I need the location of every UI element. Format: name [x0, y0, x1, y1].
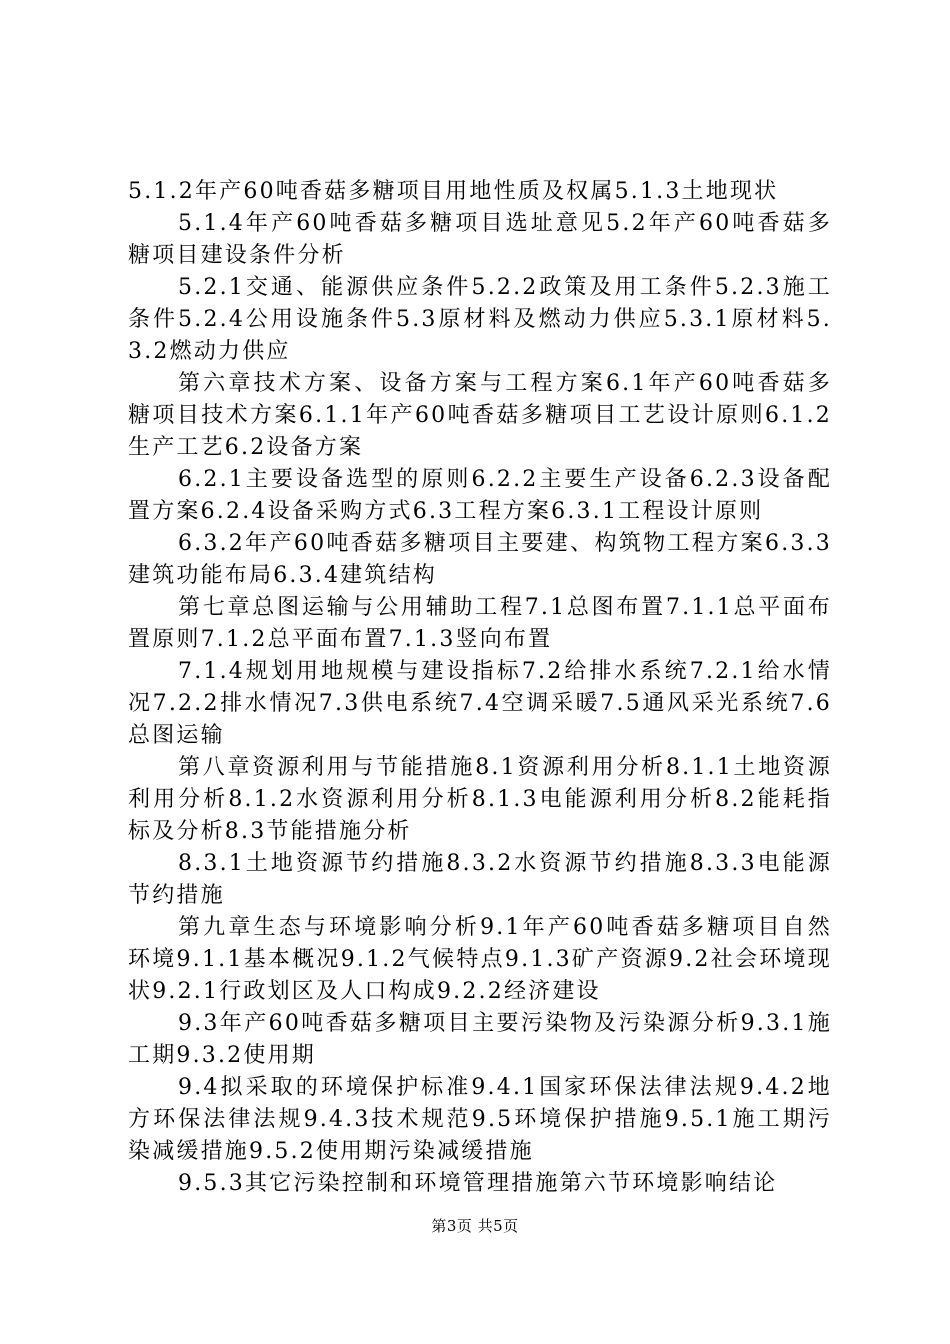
paragraph-5-1-2: 5.1.2年产60吨香菇多糖项目用地性质及权属5.1.3土地现状	[128, 179, 779, 204]
paragraph-chapter-7: 第七章总图运输与公用辅助工程7.1总图布置7.1.1总平面布置原则7.1.2总平面布置7.1.3竖向布置	[128, 595, 832, 652]
paragraph-6-3-2: 6.3.2年产60吨香菇多糖项目主要建、构筑物工程方案6.3.3建筑功能布局6.3.4建筑结构	[128, 531, 832, 588]
paragraph-7-1-4: 7.1.4规划用地规模与建设指标7.2给排水系统7.2.1给水情况7.2.2排水情况7.3供电系统7.4空调采暖7.5通风采光系统7.6总图运输	[128, 659, 832, 748]
paragraph-5-1-4: 5.1.4年产60吨香菇多糖项目选址意见5.2年产60吨香菇多糖项目建设条件分析	[128, 211, 832, 268]
document-body	[128, 176, 832, 1200]
paragraph-chapter-6: 第六章技术方案、设备方案与工程方案6.1年产60吨香菇多糖项目技术方案6.1.1年产60吨香菇多糖项目工艺设计原则6.1.2生产工艺6.2设备方案	[128, 371, 832, 460]
paragraph-8-3-1: 8.3.1土地资源节约措施8.3.2水资源节约措施8.3.3电能源节约措施	[128, 851, 832, 908]
paragraph-6-2-1: 6.2.1主要设备选型的原则6.2.2主要生产设备6.2.3设备配置方案6.2.4设备采购方式6.3工程方案6.3.1工程设计原则	[128, 467, 832, 524]
paragraph-chapter-9: 第九章生态与环境影响分析9.1年产60吨香菇多糖项目自然环境9.1.1基本概况9.1.2气候特点9.1.3矿产资源9.2社会环境现状9.2.1行政划区及人口构成9.2.2经济建设	[128, 915, 832, 1004]
paragraph-chapter-8: 第八章资源利用与节能措施8.1资源利用分析8.1.1土地资源利用分析8.1.2水资源利用分析8.1.3电能源利用分析8.2能耗指标及分析8.3节能措施分析	[128, 755, 832, 844]
paragraph-9-5-3: 9.5.3其它污染控制和环境管理措施第六节环境影响结论	[178, 1171, 778, 1196]
page-number-footer: 第3页 共5页	[431, 1217, 519, 1235]
paragraph-9-3: 9.3年产60吨香菇多糖项目主要污染物及污染源分析9.3.1施工期9.3.2使用期	[128, 1011, 832, 1068]
paragraph-5-2-1: 5.2.1交通、能源供应条件5.2.2政策及用工条件5.2.3施工条件5.2.4公用设施条件5.3原材料及燃动力供应5.3.1原材料5.3.2燃动力供应	[128, 275, 832, 364]
paragraph-9-4: 9.4拟采取的环境保护标准9.4.1国家环保法律法规9.4.2地方环保法律法规9.4.3技术规范9.5环境保护措施9.5.1施工期污染减缓措施9.5.2使用期污染减缓措施	[128, 1075, 832, 1164]
